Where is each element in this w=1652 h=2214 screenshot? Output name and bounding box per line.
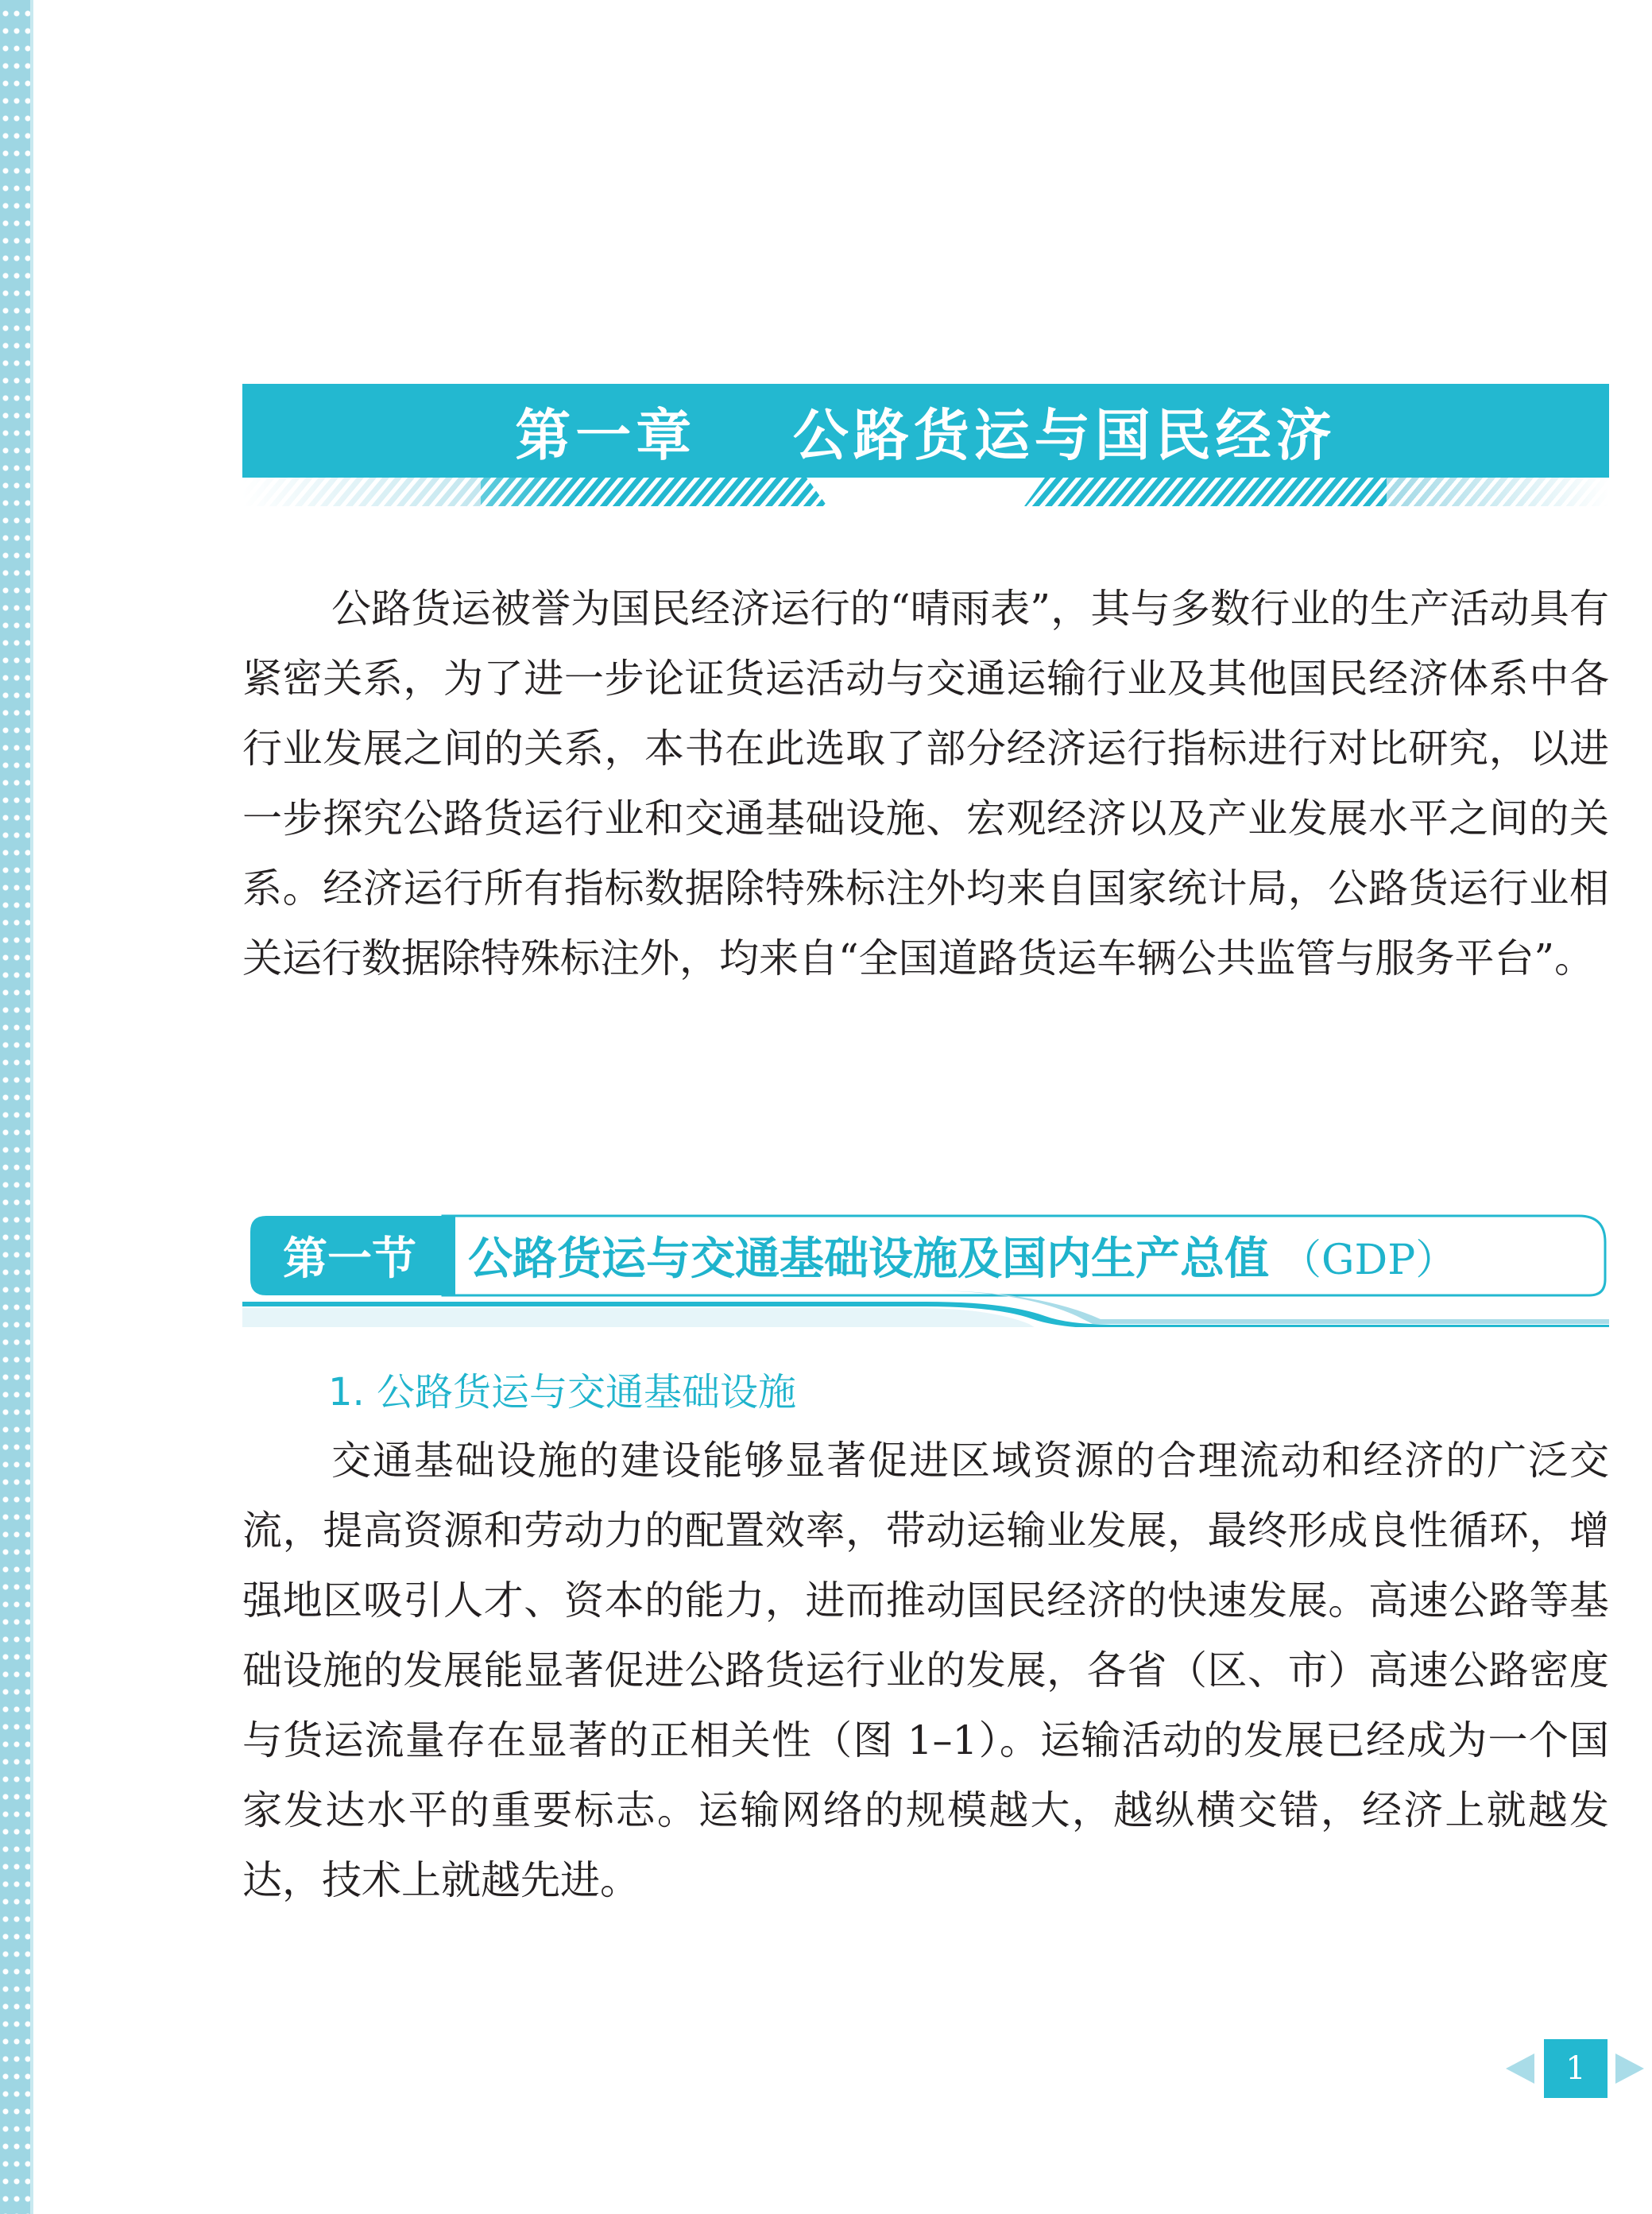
arrow-right-icon [1615,2053,1644,2084]
subsection-title: 1. 公路货运与交通基础设施 [328,1370,797,1415]
intro-paragraph: 公路货运被誉为国民经济运行的“晴雨表”，其与多数行业的生产活动具有紧密关系，为了进一步论证货运活动与交通运输行业及其他国民经济体系中各行业发展之间的关系，本书在此选取了部分经济运行指标进行对比研究，以进一步探究公路货运行业和交通基础设施、宏观经济以及产业发展水平之间的关系。经济运行所有指标数据除特殊标注外均来自国家统计局，公路货运行业相关运行数据除特殊标注外，均来自“全国道路货运车辆公共监管与服务平台”。 [242,586,1609,981]
left-strip-edge [30,0,33,2214]
section-title-text: 公路货运与交通基础设施及国内生产总值 [468,1233,1269,1285]
arrow-left-icon [1506,2053,1534,2084]
left-decorative-strip [0,0,30,2214]
chapter-title: 第一章 公路货运与国民经济 [515,401,1337,468]
section-header [242,1208,1609,1327]
page-number: 1 [1544,2039,1608,2098]
section-title [468,1216,1457,1295]
section-label: 第一节 [283,1233,416,1285]
chapter-banner-stripes [242,478,1609,506]
section-title-suffix: （GDP） [1280,1236,1457,1284]
chapter-banner [242,384,1609,478]
subsection-paragraph: 交通基础设施的建设能够显著促进区域资源的合理流动和经济的广泛交流，提高资源和劳动力的配置效率，带动运输业发展，最终形成良性循环，增强地区吸引人才、资本的能力，进而推动国民经济的快速发展。高速公路等基础设施的发展能显著促进公路货运行业的发展，各省（区、市）高速公路密度与货运流量存在显著的正相关性（图 1–1）。运输活动的发展已经成为一个国家发达水平的重要标志。运输网络的规模越大，越纵横交错，经济上就越发达，技术上就越先进。 [242,1438,1609,1903]
page-number-nav [1506,2039,1617,2098]
